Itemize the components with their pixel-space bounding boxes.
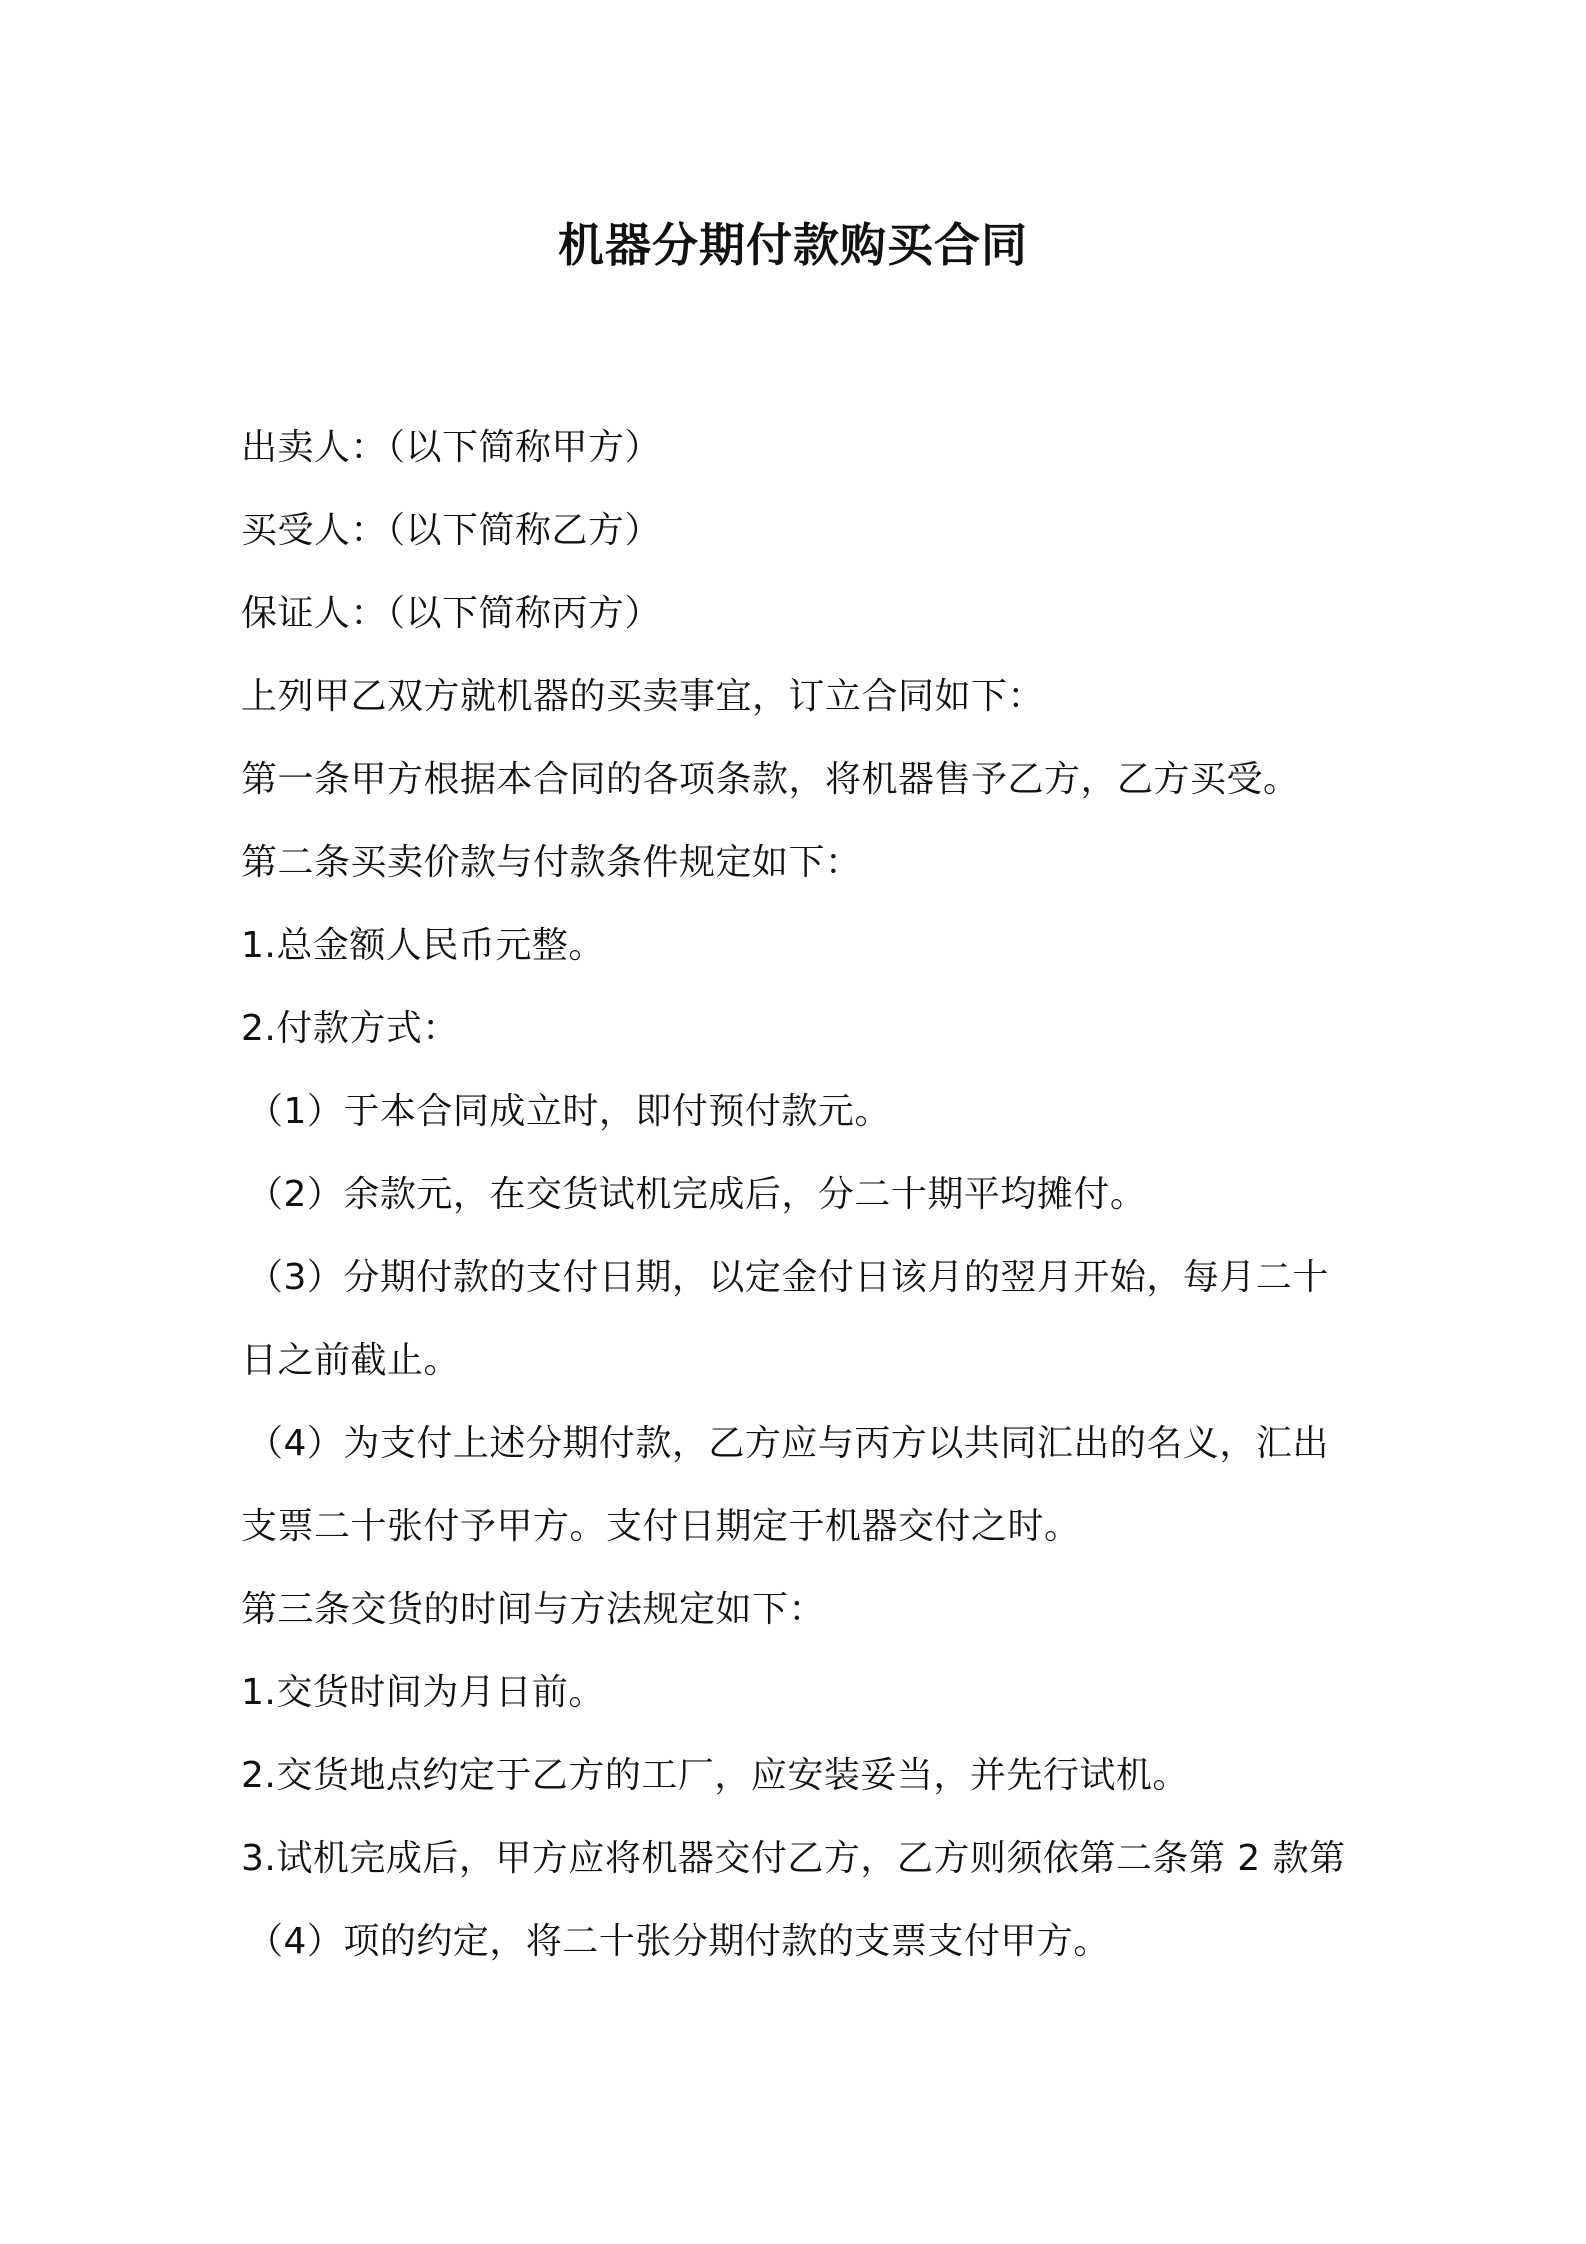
article-1: 第一条甲方根据本合同的各项条款，将机器售予乙方，乙方买受。 (241, 759, 1300, 800)
payment-clause-3-cont: 日之前截止。 (241, 1340, 461, 1381)
seller-line: 出卖人：（以下简称甲方） (241, 427, 662, 468)
article-3-item-2: 2.交货地点约定于乙方的工厂，应安装妥当，并先行试机。 (241, 1755, 1189, 1796)
guarantor-line: 保证人：（以下简称丙方） (241, 593, 662, 634)
payment-clause-2: （2）余款元，在交货试机完成后，分二十期平均摊付。 (247, 1174, 1147, 1215)
article-3-item-3-cont: （4）项的约定，将二十张分期付款的支票支付甲方。 (247, 1921, 1110, 1962)
payment-clause-4-cont: 支票二十张付予甲方。支付日期定于机器交付之时。 (241, 1506, 1081, 1547)
document-body (241, 406, 1361, 1983)
payment-clause-4: （4）为支付上述分期付款，乙方应与丙方以共同汇出的名义，汇出 (247, 1423, 1329, 1464)
payment-clause-3: （3）分期付款的支付日期，以定金付日该月的翌月开始，每月二十 (247, 1257, 1329, 1298)
article-2-item-1: 1.总金额人民币元整。 (241, 925, 605, 966)
article-3-item-3: 3.试机完成后，甲方应将机器交付乙方，乙方则须依第二条第 2 款第 (241, 1838, 1346, 1879)
document-title: 机器分期付款购买合同 (558, 218, 1028, 272)
payment-clause-1: （1）于本合同成立时，即付预付款元。 (247, 1091, 891, 1132)
article-2-heading: 第二条买卖价款与付款条件规定如下： (241, 842, 862, 883)
buyer-line: 买受人：（以下简称乙方） (241, 510, 662, 551)
article-3-item-1: 1.交货时间为月日前。 (241, 1672, 605, 1713)
preamble-line: 上列甲乙双方就机器的买卖事宜，订立合同如下： (241, 676, 1045, 717)
article-2-item-2: 2.付款方式： (241, 1008, 459, 1049)
article-3-heading: 第三条交货的时间与方法规定如下： (241, 1589, 826, 1630)
